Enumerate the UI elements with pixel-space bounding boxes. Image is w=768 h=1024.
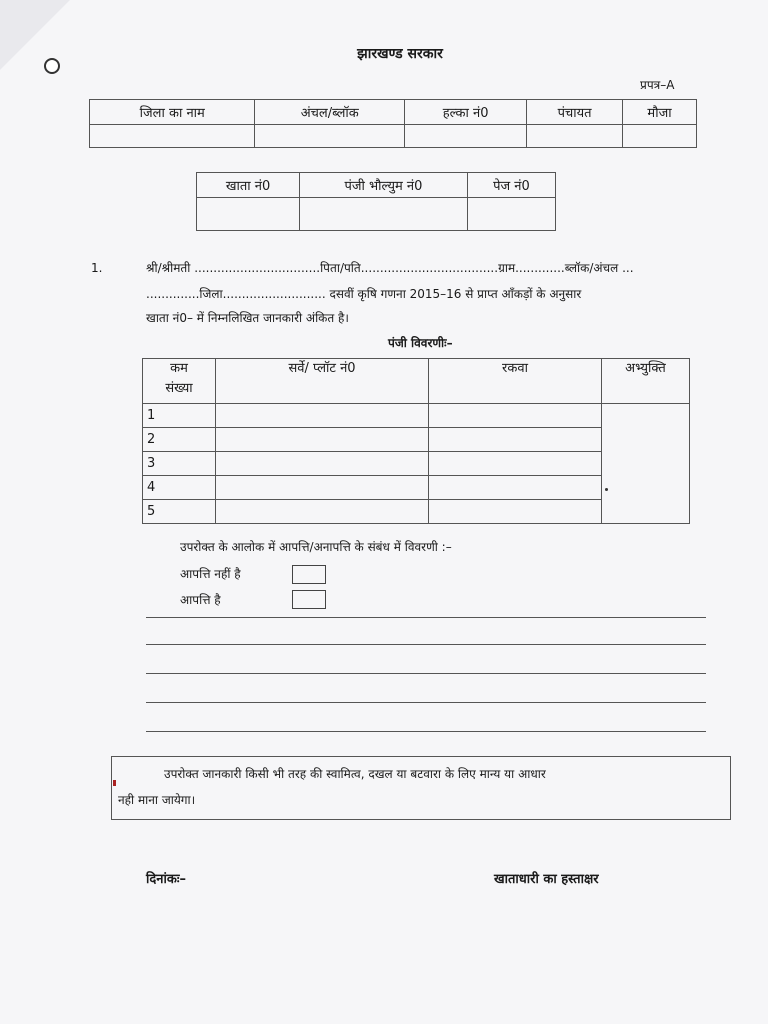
- register-volume-field[interactable]: [300, 198, 468, 231]
- statement-line-2: ..............जिला........................... दसवीं कृषि गणना 2015–16 से प्राप्त आँकड़ों के अनुसार: [146, 287, 582, 301]
- register-section-title: पंजी विवरणीः–: [388, 336, 453, 350]
- location-input-row: [90, 125, 697, 148]
- objection-checkbox[interactable]: [292, 590, 326, 609]
- header-panchayat: पंचायत: [527, 100, 623, 125]
- area-cell[interactable]: [429, 428, 602, 452]
- disclaimer-box: [111, 756, 731, 820]
- header-page-no: पेज नं0: [467, 173, 555, 198]
- area-cell[interactable]: [429, 404, 602, 428]
- writing-line[interactable]: [146, 702, 706, 703]
- header-account-no: खाता नं0: [197, 173, 300, 198]
- account-input-row: [197, 198, 556, 231]
- survey-plot-cell[interactable]: [216, 428, 429, 452]
- location-table: [89, 99, 697, 148]
- header-mauza: मौजा: [623, 100, 697, 125]
- header-remarks: अभ्युक्ति: [602, 359, 690, 404]
- disclaimer-line-1: उपरोक्त जानकारी किसी भी तरह की स्वामित्व, दखल या बटवारा के लिए मान्य या आधार: [164, 767, 546, 781]
- panchayat-field[interactable]: [527, 125, 623, 148]
- ink-dot: [605, 488, 608, 491]
- area-cell[interactable]: [429, 452, 602, 476]
- writing-line[interactable]: [146, 731, 706, 732]
- header-halka: हल्का नं0: [405, 100, 527, 125]
- statement-line-3: खाता नं0– में निम्नलिखित जानकारी अंकित है।: [146, 311, 349, 325]
- survey-plot-cell[interactable]: [216, 476, 429, 500]
- survey-plot-cell[interactable]: [216, 500, 429, 524]
- row-serial: 1: [143, 404, 216, 428]
- mauza-field[interactable]: [623, 125, 697, 148]
- header-district: जिला का नाम: [90, 100, 255, 125]
- row-serial: 4: [143, 476, 216, 500]
- row-serial: 3: [143, 452, 216, 476]
- item-number: 1.: [91, 261, 103, 275]
- header-register-volume: पंजी भौल्युम नं0: [300, 173, 468, 198]
- table-row: [143, 404, 690, 428]
- survey-plot-cell[interactable]: [216, 452, 429, 476]
- writing-line[interactable]: [146, 673, 706, 674]
- document-title: झारखण्ड सरकार: [357, 46, 443, 62]
- survey-plot-cell[interactable]: [216, 404, 429, 428]
- date-label: दिनांकः–: [146, 872, 186, 887]
- objection-heading: उपरोक्त के आलोक में आपत्ति/अनापत्ति के संबंध में विवरणी :–: [180, 540, 452, 554]
- no-objection-label: आपत्ति नहीं है: [180, 567, 241, 581]
- register-table: [142, 358, 690, 524]
- writing-line[interactable]: [146, 617, 706, 618]
- objection-label: आपत्ति है: [180, 593, 221, 607]
- statement-line-1: श्री/श्रीमती .................................पिता/पति....................................ग्राम.............ब्लॉक/अंचल ...: [146, 261, 634, 275]
- header-survey-plot: सर्वे/ प्लॉट नं0: [216, 359, 429, 404]
- header-block: अंचल/ब्लॉक: [255, 100, 405, 125]
- ink-mark: [113, 780, 116, 786]
- account-table: [196, 172, 556, 231]
- signature-label: खाताधारी का हस्ताक्षर: [494, 872, 599, 887]
- writing-line[interactable]: [146, 644, 706, 645]
- block-field[interactable]: [255, 125, 405, 148]
- no-objection-checkbox[interactable]: [292, 565, 326, 584]
- page-no-field[interactable]: [467, 198, 555, 231]
- district-field[interactable]: [90, 125, 255, 148]
- area-cell[interactable]: [429, 476, 602, 500]
- header-area: रकवा: [429, 359, 602, 404]
- form-id: प्रपत्र–A: [640, 78, 675, 92]
- account-no-field[interactable]: [197, 198, 300, 231]
- halka-field[interactable]: [405, 125, 527, 148]
- remarks-cell[interactable]: [602, 404, 690, 524]
- header-serial-no: कम संख्या: [143, 359, 216, 404]
- row-serial: 5: [143, 500, 216, 524]
- area-cell[interactable]: [429, 500, 602, 524]
- disclaimer-line-2: नही माना जायेगा।: [118, 793, 196, 807]
- row-serial: 2: [143, 428, 216, 452]
